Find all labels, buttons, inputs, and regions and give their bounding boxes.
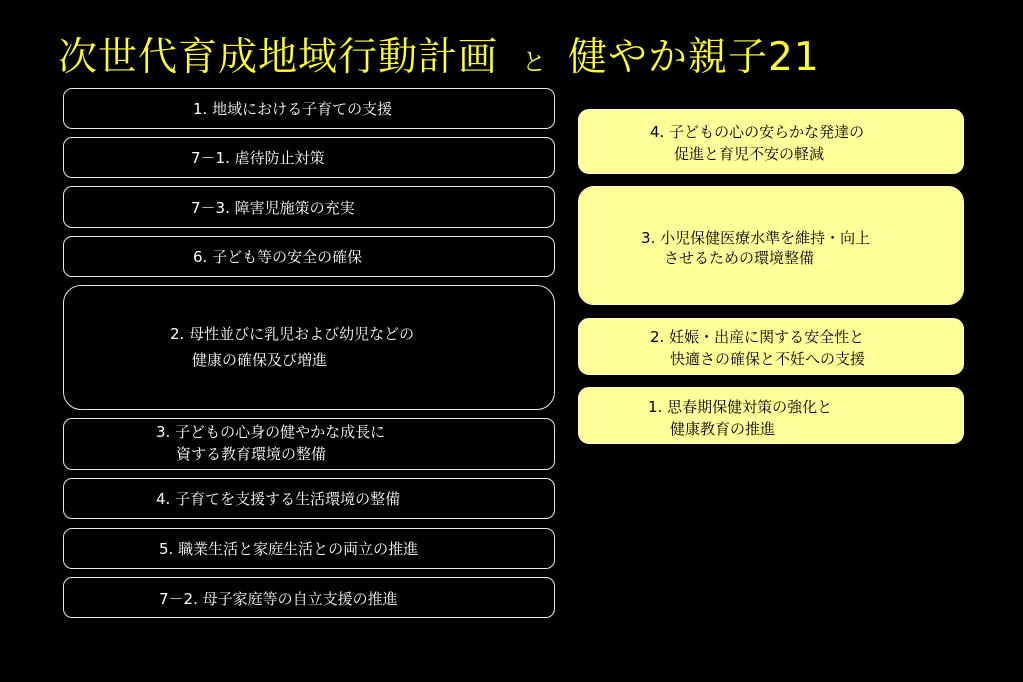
right-item-2 bbox=[578, 186, 964, 305]
left-item-3-line-1: 7－3. 障害児施策の充実 bbox=[191, 199, 355, 217]
left-item-5-line-1: 2. 母性並びに乳児および幼児などの bbox=[170, 325, 415, 343]
left-item-6 bbox=[63, 418, 555, 470]
left-item-5-line-2: 健康の確保及び増進 bbox=[192, 351, 328, 369]
left-item-9 bbox=[63, 577, 555, 618]
left-item-4-line-1: 6. 子ども等の安全の確保 bbox=[193, 248, 363, 266]
right-item-4-line-1: 1. 思春期保健対策の強化と bbox=[648, 398, 833, 416]
right-item-1-line-2: 促進と育児不安の軽減 bbox=[674, 145, 825, 163]
title-sub: 健やか親子21 bbox=[568, 35, 820, 80]
right-item-2-line-1: 3. 小児保健医療水準を維持・向上 bbox=[641, 229, 871, 247]
left-item-6-line-1: 3. 子どもの心身の健やかな成長に bbox=[156, 423, 386, 441]
title-join: と bbox=[522, 48, 547, 76]
left-item-8 bbox=[63, 528, 555, 569]
left-item-2 bbox=[63, 137, 555, 178]
page-title bbox=[58, 26, 820, 78]
right-item-1-line-1: 4. 子どもの心の安らかな発達の bbox=[650, 123, 865, 141]
left-item-2-line-1: 7－1. 虐待防止対策 bbox=[191, 149, 325, 167]
left-item-5 bbox=[63, 285, 555, 410]
right-item-1 bbox=[578, 109, 964, 174]
right-item-4-line-2: 健康教育の推進 bbox=[670, 420, 776, 438]
left-item-1-line-1: 1. 地域における子育ての支援 bbox=[193, 100, 393, 118]
left-item-7 bbox=[63, 478, 555, 519]
right-item-4 bbox=[578, 387, 964, 444]
left-item-6-line-2: 資する教育環境の整備 bbox=[176, 445, 327, 463]
right-item-3-line-1: 2. 妊娠・出産に関する安全性と bbox=[650, 328, 865, 346]
left-item-8-line-1: 5. 職業生活と家庭生活との両立の推進 bbox=[159, 540, 419, 558]
title-main: 次世代育成地域行動計画 bbox=[58, 35, 499, 80]
right-item-3-line-2: 快適さの確保と不妊への支援 bbox=[670, 350, 866, 368]
right-item-2-line-2: させるための環境整備 bbox=[664, 249, 815, 267]
left-item-4 bbox=[63, 236, 555, 277]
left-item-3 bbox=[63, 186, 555, 228]
left-item-9-line-1: 7－2. 母子家庭等の自立支援の推進 bbox=[159, 590, 398, 608]
right-item-3 bbox=[578, 318, 964, 375]
left-item-7-line-1: 4. 子育てを支援する生活環境の整備 bbox=[156, 490, 401, 508]
left-item-1 bbox=[63, 88, 555, 129]
